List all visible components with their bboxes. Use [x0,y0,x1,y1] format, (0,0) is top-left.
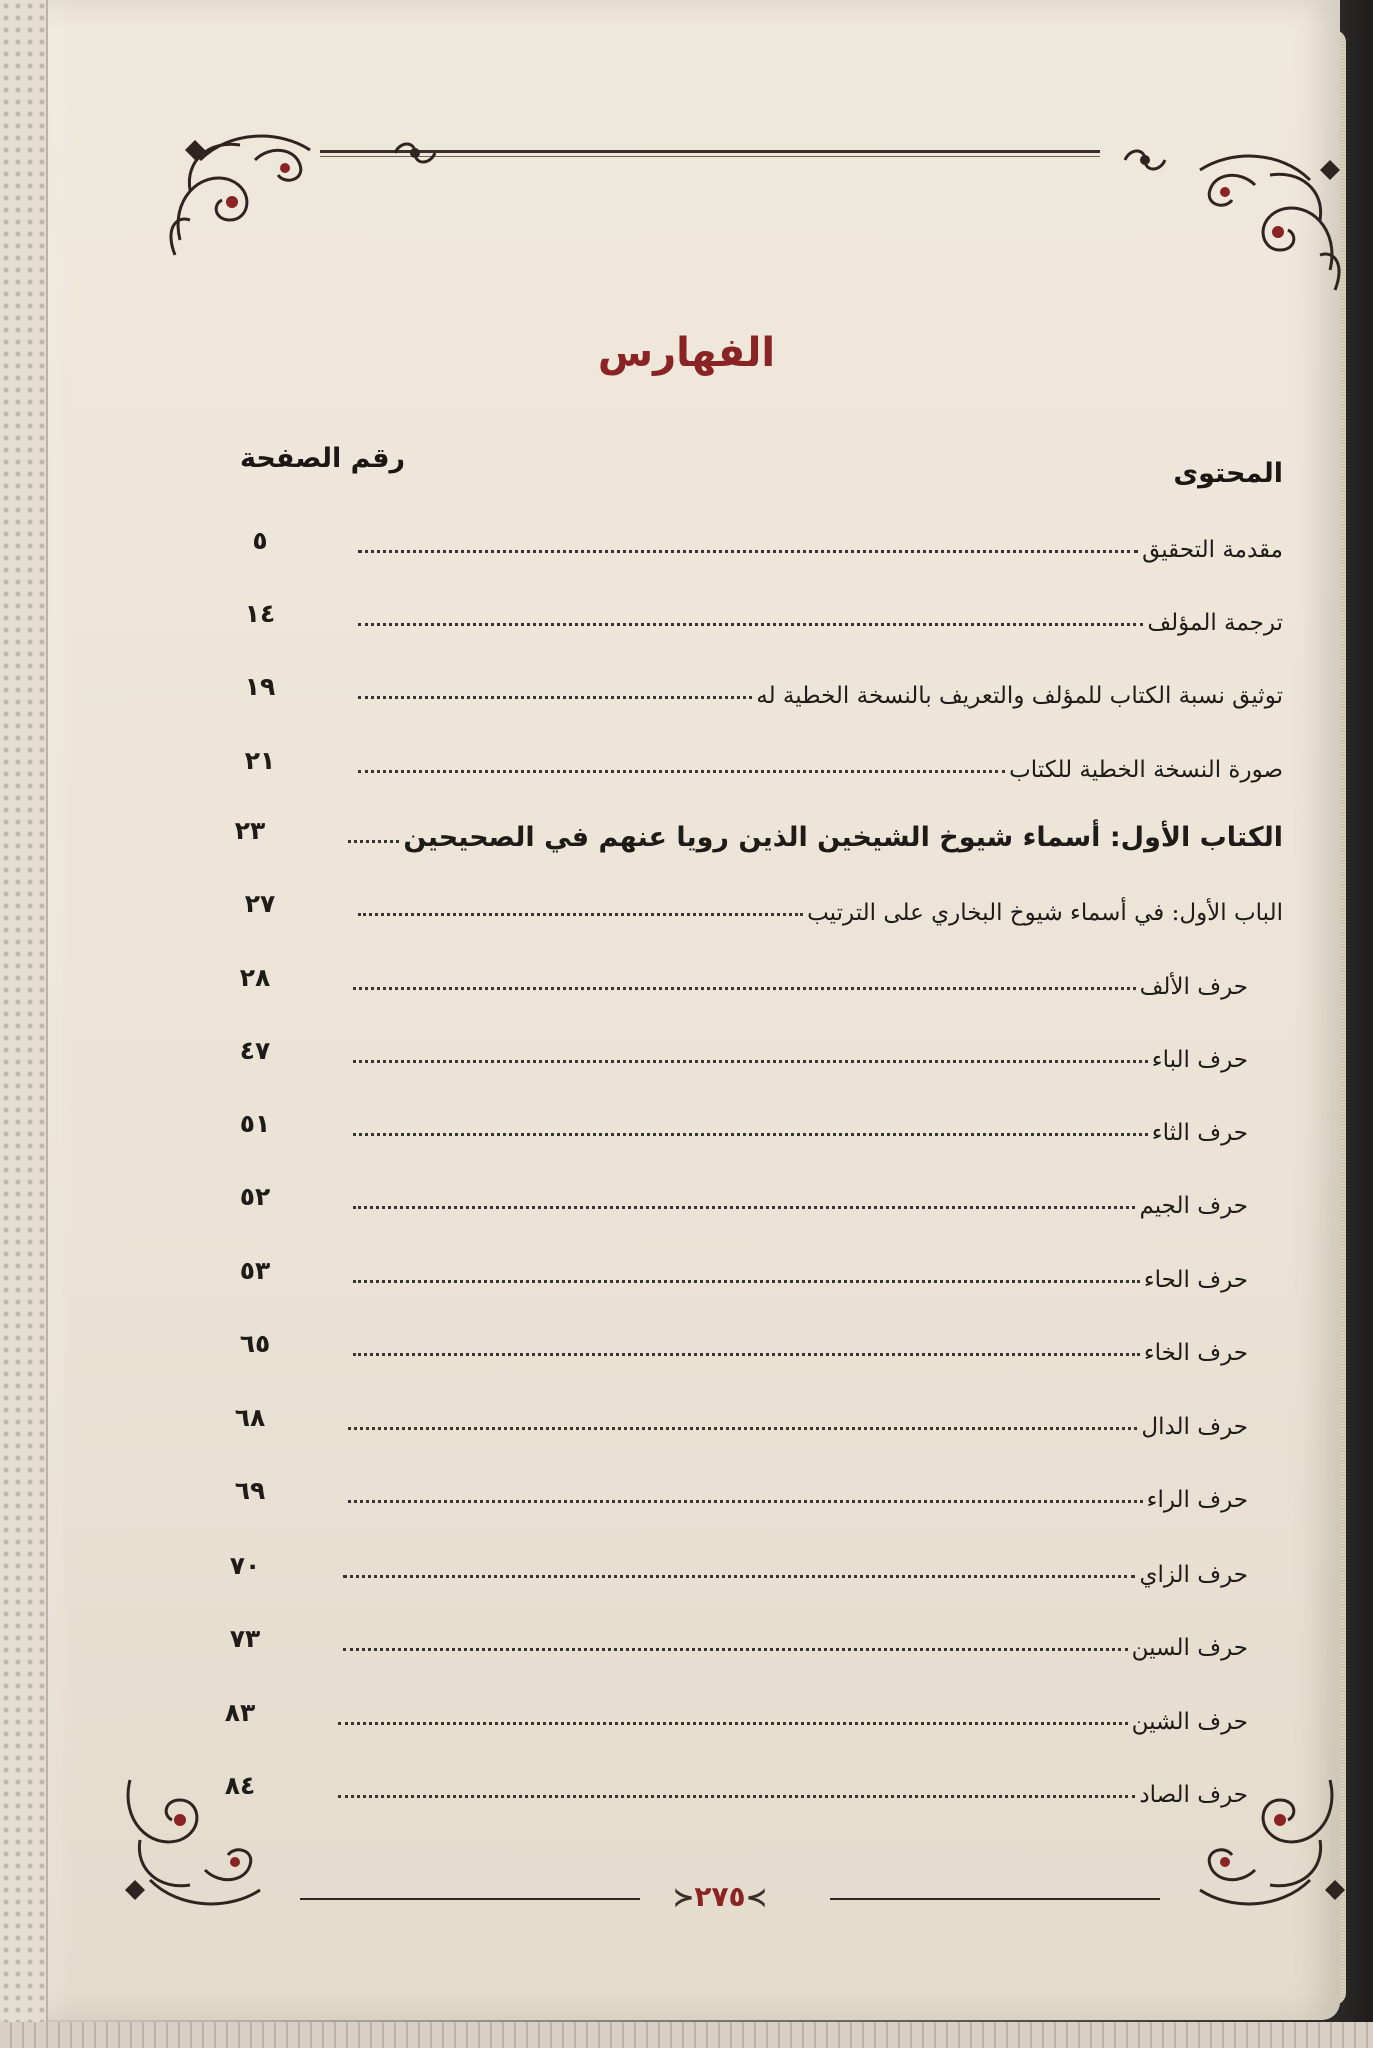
toc-entry [239,1098,1248,1146]
toc-entry-page-number: ٦٥ [239,1329,271,1358]
toc-entry-page-number: ١٩ [244,672,276,701]
toc-entry [239,952,1248,1000]
toc-entry [244,661,1283,709]
toc-entry-label: حرف الحاء [1143,1267,1248,1293]
toc-entry-label: حرف الباء [1151,1047,1248,1073]
toc-leader-dots [338,1722,1128,1725]
toc-leader-dots [343,1648,1128,1651]
toc-entry-label: حرف الخاء [1143,1340,1248,1366]
toc-entry-label: الكتاب الأول: أسماء شيوخ الشيخين الذين رويا عنهم في الصحيحين [403,822,1283,853]
toc-leader-dots [348,840,399,843]
toc-entry-label: ترجمة المؤلف [1147,610,1283,636]
header-rule-knot-left [390,138,440,168]
toc-entry [224,1687,1248,1735]
toc-leader-dots [348,1500,1143,1503]
footer-rule-left [300,1898,640,1900]
toc-leader-dots [343,1575,1135,1578]
content-column-header: المحتوى [1173,458,1283,489]
toc-entry [234,805,1283,853]
toc-entry-label: حرف الدال [1141,1414,1248,1440]
toc-leader-dots [353,1133,1148,1136]
toc-entry [239,1171,1248,1219]
facing-page-edge [0,0,48,2048]
toc-leader-dots [353,1060,1148,1063]
toc-entry-label: حرف الألف [1139,974,1248,1000]
header-rule-knot-right [1120,145,1170,175]
toc-leader-dots [348,1427,1137,1430]
toc-leader-dots [353,1206,1135,1209]
toc-entry-label: حرف الجيم [1139,1193,1248,1219]
toc-entry [229,1613,1248,1661]
page-number-column-header: رقم الصفحة [240,443,406,474]
toc-entry [239,1245,1248,1293]
toc-leader-dots [353,1353,1140,1356]
toc-entry-label: حرف الراء [1146,1487,1248,1513]
folio-number: ٢٧٥ [694,1880,746,1913]
toc-entry [244,588,1283,636]
toc-entry [229,1540,1248,1588]
toc-entry-page-number: ٧٣ [229,1624,261,1653]
toc-entry-label: حرف الصاد [1139,1782,1248,1808]
toc-leader-dots [358,770,1005,773]
toc-entry [224,1760,1248,1808]
toc-entry [239,1318,1248,1366]
toc-entry-label: حرف الشين [1131,1709,1248,1735]
toc-entry-label: حرف الزاي [1139,1562,1248,1588]
toc-entry-page-number: ٥ [252,526,268,555]
corner-ornament-top-left [160,120,330,270]
toc-entry-page-number: ٧٠ [229,1551,261,1580]
page-title: الفهارس [597,330,776,376]
toc-entry-label: مقدمة التحقيق [1142,537,1283,563]
toc-entry-label: صورة النسخة الخطية للكتاب [1009,757,1283,783]
toc-entry-page-number: ٢٣ [234,816,266,845]
toc-leader-dots [358,550,1138,553]
toc-entry-page-number: ٦٨ [234,1403,266,1432]
toc-entry-page-number: ٢٧ [244,889,276,918]
toc-entry-page-number: ٤٧ [239,1036,271,1065]
toc-entry-page-number: ١٤ [244,599,276,628]
toc-entry-label: توثيق نسبة الكتاب للمؤلف والتعريف بالنسخة الخطية له [756,683,1283,709]
toc-entry-page-number: ٢٨ [239,963,271,992]
toc-entry [239,1025,1248,1073]
corner-ornament-bottom-left [110,1760,280,1920]
toc-entry-page-number: ٥٢ [239,1182,271,1211]
folio-bracket-right: ≺ [672,1883,695,1913]
toc-entry-page-number: ٨٣ [224,1698,256,1727]
toc-leader-dots [358,913,803,916]
footer-rule-right [830,1898,1160,1900]
toc-entry [244,735,1283,783]
toc-entry-label: حرف السين [1131,1635,1248,1661]
folio-bracket-left: ≻ [745,1883,768,1913]
toc-entry-label: الباب الأول: في أسماء شيوخ البخاري على الترتيب [807,900,1283,926]
table-surface-strip [0,2022,1373,2048]
toc-entry-label: حرف الثاء [1151,1120,1248,1146]
corner-ornament-bottom-right [1180,1760,1350,1920]
toc-entry-page-number: ٥١ [239,1109,271,1138]
corner-ornament-top-right [1190,140,1350,300]
toc-entry [234,1465,1248,1513]
toc-entry-page-number: ٦٩ [234,1476,266,1505]
toc-leader-dots [358,696,752,699]
toc-leader-dots [353,1280,1140,1283]
toc-leader-dots [338,1795,1135,1798]
toc-entry [244,878,1283,926]
toc-leader-dots [358,623,1143,626]
toc-entry-page-number: ٨٤ [224,1771,256,1800]
toc-leader-dots [353,987,1136,990]
toc-entry [234,1392,1248,1440]
folio [640,1880,800,1913]
toc-entry-page-number: ٥٣ [239,1256,271,1285]
toc-entry [252,515,1283,563]
toc-entry-page-number: ٢١ [244,746,276,775]
